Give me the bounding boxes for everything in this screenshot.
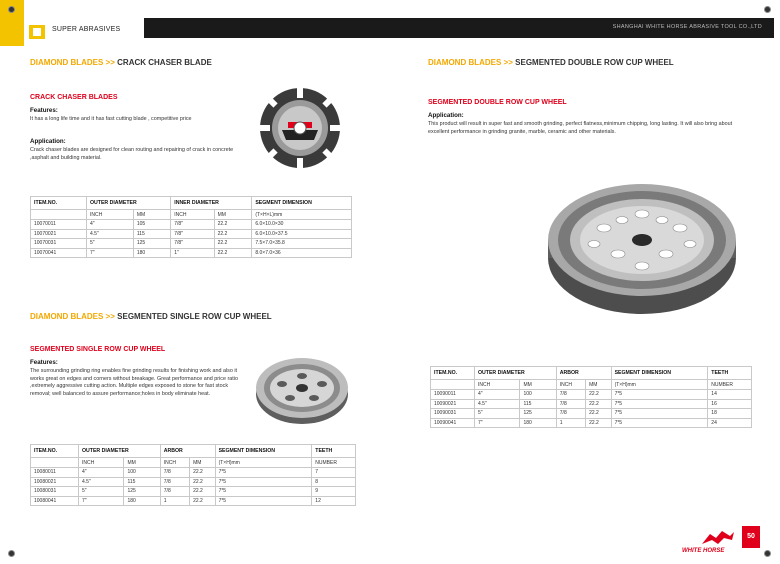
features-label: Features: (30, 359, 58, 366)
table-header: TEETH (708, 367, 752, 380)
section-logo-icon (28, 24, 46, 40)
table-row: 10090011 4" 100 7/8 22.2 7*5 14 (431, 390, 752, 400)
single-row-table (30, 444, 356, 506)
table-subheader: INCH (160, 458, 189, 468)
table-row: 10080031 5" 125 7/8 22.2 7*5 9 (31, 487, 356, 497)
table-row: 10070021 4.5" 115 7/8" 22.2 6.0×10.0×37.5 (31, 229, 352, 239)
application-text: This product will result in super fast and smooth grinding, perfect flatness,minimum chipping, long lasting. It will also bring about excellent performance in grinding granite, marble, ceramic and other materials. (428, 121, 733, 135)
crack-chaser-blade-image (258, 86, 342, 170)
section-label: SUPER ABRASIVES (52, 26, 121, 33)
table-row: 10080021 4.5" 115 7/8 22.2 7*5 8 (31, 477, 356, 487)
table-header: ITEM.NO. (31, 445, 79, 458)
table-subheader: MM (214, 210, 252, 220)
product-title-double-row: SEGMENTED DOUBLE ROW CUP WHEEL (428, 99, 567, 106)
crack-chaser-table (30, 196, 352, 258)
double-row-table (430, 366, 752, 428)
header-bar (144, 18, 774, 38)
table-subheader: (T×H×L)mm (252, 210, 352, 220)
table-subheader: MM (190, 458, 215, 468)
product-title-single-row: SEGMENTED SINGLE ROW CUP WHEEL (30, 346, 166, 353)
table-subheader: NUMBER (708, 380, 752, 390)
double-row-cup-wheel-image (544, 170, 740, 320)
table-header: ARBOR (160, 445, 215, 458)
features-label: Features: (30, 107, 58, 114)
table-header: INNER DIAMETER (171, 197, 252, 210)
page-number: 50 (742, 526, 760, 548)
page-header (0, 0, 780, 46)
table-row: 10070011 4" 105 7/8" 22.2 6.0×10.0×30 (31, 220, 352, 230)
table-header: OUTER DIAMETER (87, 197, 171, 210)
table-subheader: MM (586, 380, 611, 390)
corner-dot-icon (764, 550, 771, 557)
product-title-crack-chaser: CRACK CHASER BLADES (30, 94, 118, 101)
table-subheader: INCH (556, 380, 585, 390)
features-text: It has a long life time and it has fast cutting blade , competitive price (30, 116, 192, 122)
table-subheader: INCH (171, 210, 214, 220)
company-name: SHANGHAI WHITE HORSE ABRASIVE TOOL CO.,LTD (612, 24, 762, 30)
corner-dot-icon (8, 6, 15, 13)
corner-dot-icon (764, 6, 771, 13)
table-row: 10070031 5" 125 7/8" 22.2 7.5×7.0×35.8 (31, 239, 352, 249)
table-subheader: INCH (475, 380, 520, 390)
table-subheader: MM (124, 458, 160, 468)
table-header: SEGMENT DIMENSION (611, 367, 708, 380)
brand-name: WHITE HORSE (682, 548, 725, 554)
table-header: TEETH (312, 445, 356, 458)
table-subheader: INCH (87, 210, 134, 220)
table-header: ITEM.NO. (31, 197, 87, 210)
section-title-crack-chaser: DIAMOND BLADES >> CRACK CHASER BLADE (30, 58, 212, 67)
table-header: SEGMENT DIMENSION (215, 445, 312, 458)
table-header: OUTER DIAMETER (79, 445, 161, 458)
table-row: 10080041 7" 180 1 22.2 7*5 12 (31, 496, 356, 506)
application-label: Application: (30, 138, 66, 145)
table-row: 10090021 4.5" 115 7/8 22.2 7*5 16 (431, 399, 752, 409)
corner-dot-icon (8, 550, 15, 557)
table-row: 10090031 5" 125 7/8 22.2 7*5 18 (431, 409, 752, 419)
features-text: The surrounding grinding ring enables fine grinding results for finishing work and also it works great on edges and corners without breakage. Great performance and price ratio ,extremely aggressive cutting action. Multiple edges exposed to stone for fast stock removal; well balanced to assure performance;holes in body eliminate heat. (30, 368, 238, 398)
table-subheader: MM (133, 210, 170, 220)
table-row: 10070041 7" 180 1" 22.2 8.0×7.0×36 (31, 248, 352, 258)
table-subheader: (T×H)mm (611, 380, 708, 390)
section-title-single-row: DIAMOND BLADES >> SEGMENTED SINGLE ROW CUP WHEEL (30, 312, 272, 321)
table-row: 10080011 4" 100 7/8 22.2 7*5 7 (31, 468, 356, 478)
table-header: SEGMENT DIMENSION (252, 197, 352, 210)
table-subheader: MM (520, 380, 556, 390)
white-horse-logo-icon (700, 528, 736, 548)
single-row-cup-wheel-image (252, 348, 352, 428)
table-row: 10090041 7" 180 1 22.2 7*5 24 (431, 418, 752, 428)
section-title-double-row: DIAMOND BLADES >> SEGMENTED DOUBLE ROW CUP WHEEL (428, 58, 674, 67)
table-header: ITEM.NO. (431, 367, 475, 380)
table-header: ARBOR (556, 367, 611, 380)
table-subheader: NUMBER (312, 458, 356, 468)
table-subheader: (T×H)mm (215, 458, 312, 468)
application-text: Crack chaser blades are designed for clean routing and repairing of crack in concrete ,asphalt and building material. (30, 147, 234, 161)
table-header: OUTER DIAMETER (475, 367, 557, 380)
table-subheader: INCH (79, 458, 124, 468)
application-label: Application: (428, 112, 464, 119)
